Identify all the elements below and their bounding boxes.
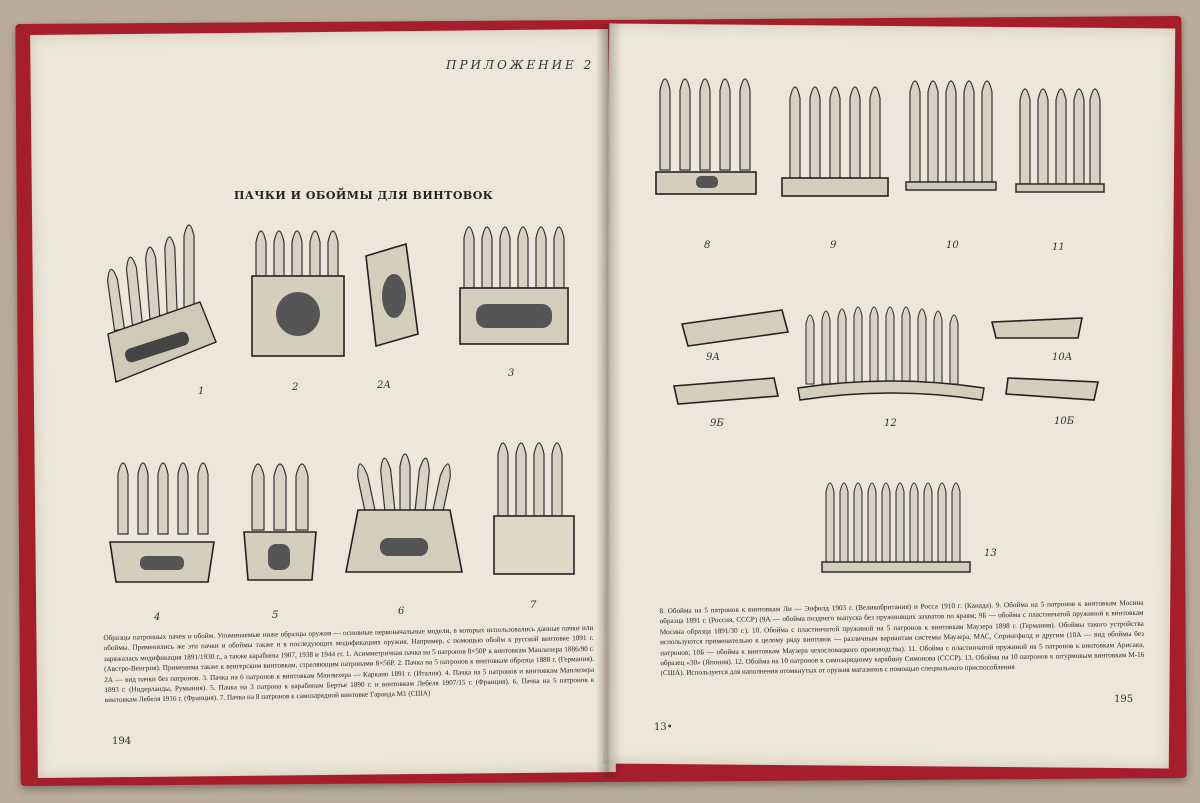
figure-6 <box>342 446 466 578</box>
figure-label-13: 13 <box>984 548 997 559</box>
figure-9a <box>678 306 792 350</box>
right-page-caption: 8. Обойма на 5 патронов к винтовкам Ли — Энфилд 1903 г. (Великобритания) и Росса 1910 г. (Канада). 9. Обойма на 5 патронов к винтовкам Мосина образца 1891 г. (Россия, СССР) (9А — обойма позднего выпуска без пружинящих захватов по краям; 9Б — обойма с пластинчатой пружиной к винтовкам Мосина образца 1891/30 г.). 10. Обойма с пластинчатой пружиной на 5 патронов к винтовкам Маузера 1898 г. (Германия). Обоймы такого устройства используются применительно к целому ряду винтовок — различным вариантам системы Маузера, МАС, Спрингфилд и другим (10А — вид обоймы без патронов; 10Б — обойма к винтовкам Маузера чехословацкого производства). 11. Обойма с пластинчатой пружиной на 5 патронов к винтовкам Арисака, образец «30» (Япония). 12. Обойма на 10 патронов к самозарядному карабину Симонова (СССР). 13. Обойма на 10 патронов к штурмовым винтовкам М-16 (США). Используется для наполнения отомкнутых от оружия магазинов с помощью специального приспособления <box>659 598 1145 678</box>
clip-drawing-1 <box>104 222 222 384</box>
left-page-caption: Образцы патронных пачек и обойм. Упоминаемые ниже образцы оружия — основные первоначальные модели, в которых использовались данные пачки или обоймы. Применялись же эти пачки и обоймы также и в последующих модификациях оружия. Например, с помощью обойм к русской винтовке 1891 г. заряжалась модификация 1891/1930 г., а также карабины 1907, 1938 и 1944 гг. 1. Асимметричная пачка на 5 патронов 8×50Р к винтовкам Манлихера 1886/90 г. (Австро-Венгрия). Применима также к венгерским винтовкам, стреляющим патронами 8×56Р. 2. Пачка на 5 патронов к винтовкам образца 1888 г. (Германия). 2А — вид пачки без патронов. 3. Пачка на 6 патронов к винтовкам Манлихера — Каркано 1891 г. (Италия). 4. Пачка на 5 патронов и винтовкам Манлихера 1893 г. (Нидерланды, Румыния). 5. Пачка на 3 патрона к карабинам Бертье 1890 г. и винтовкам Лебеля 1907/15 г. (Франция). 6. Пачка на 5 патронов к винтовкам Лебеля 1916 г. (Франция). 7. Пачка на 8 патронов к самозарядной винтовке Гаранда М1 (США) <box>103 623 595 705</box>
figure-label-9b: 9Б <box>710 418 724 429</box>
figure-9 <box>780 76 890 202</box>
figure-11 <box>1014 78 1106 196</box>
figure-10a <box>988 314 1088 342</box>
figure-label-9a: 9А <box>706 352 720 363</box>
figure-label-11: 11 <box>1052 242 1065 253</box>
clip-drawing-9a <box>678 306 792 350</box>
figure-13 <box>820 472 972 576</box>
figure-label-2a: 2А <box>377 380 391 391</box>
signature-mark: 13• <box>654 722 673 733</box>
figure-label-2: 2 <box>292 382 299 393</box>
figure-2 <box>250 220 346 360</box>
section-heading: ПАЧКИ И ОБОЙМЫ ДЛЯ ВИНТОВОК <box>234 189 494 202</box>
figure-label-10: 10 <box>946 240 959 251</box>
figure-label-6: 6 <box>398 606 405 617</box>
clip-drawing-10 <box>904 70 998 196</box>
right-page-number: 195 <box>1114 694 1134 705</box>
clip-drawing-2a <box>362 240 422 350</box>
figure-2a <box>362 240 422 350</box>
clip-drawing-8 <box>652 68 760 198</box>
figure-8 <box>652 68 760 198</box>
figure-12 <box>796 304 986 404</box>
clip-drawing-7 <box>490 430 580 578</box>
clip-drawing-13 <box>820 472 972 576</box>
figure-1 <box>104 222 222 384</box>
left-page-number: 194 <box>112 736 132 747</box>
book-gutter <box>596 24 622 778</box>
figure-3 <box>458 214 570 348</box>
figure-label-4: 4 <box>154 612 161 623</box>
figure-9b <box>670 374 782 408</box>
figure-label-10b: 10Б <box>1054 416 1075 427</box>
clip-drawing-6 <box>342 446 466 578</box>
figure-7 <box>490 430 580 578</box>
figure-10 <box>904 70 998 196</box>
figure-4 <box>108 452 216 588</box>
clip-drawing-5 <box>240 452 320 584</box>
clip-drawing-3 <box>458 214 570 348</box>
figure-label-8: 8 <box>704 240 711 251</box>
clip-drawing-11 <box>1014 78 1106 196</box>
clip-drawing-10a <box>988 314 1088 342</box>
figure-label-5: 5 <box>272 610 279 621</box>
figure-10b <box>1002 372 1102 404</box>
figure-label-3: 3 <box>508 368 515 379</box>
clip-drawing-12 <box>796 304 986 404</box>
figure-label-12: 12 <box>884 418 897 429</box>
clip-drawing-10b <box>1002 372 1102 404</box>
clip-drawing-2 <box>250 220 346 360</box>
figure-5 <box>240 452 320 584</box>
appendix-title: ПРИЛОЖЕНИЕ 2 <box>446 58 595 72</box>
figure-label-1: 1 <box>198 386 205 397</box>
clip-drawing-4 <box>108 452 216 588</box>
clip-drawing-9 <box>780 76 890 202</box>
figure-label-9: 9 <box>830 240 837 251</box>
figure-label-7: 7 <box>530 600 537 611</box>
clip-drawing-9b <box>670 374 782 408</box>
figure-label-10a: 10А <box>1052 352 1073 363</box>
